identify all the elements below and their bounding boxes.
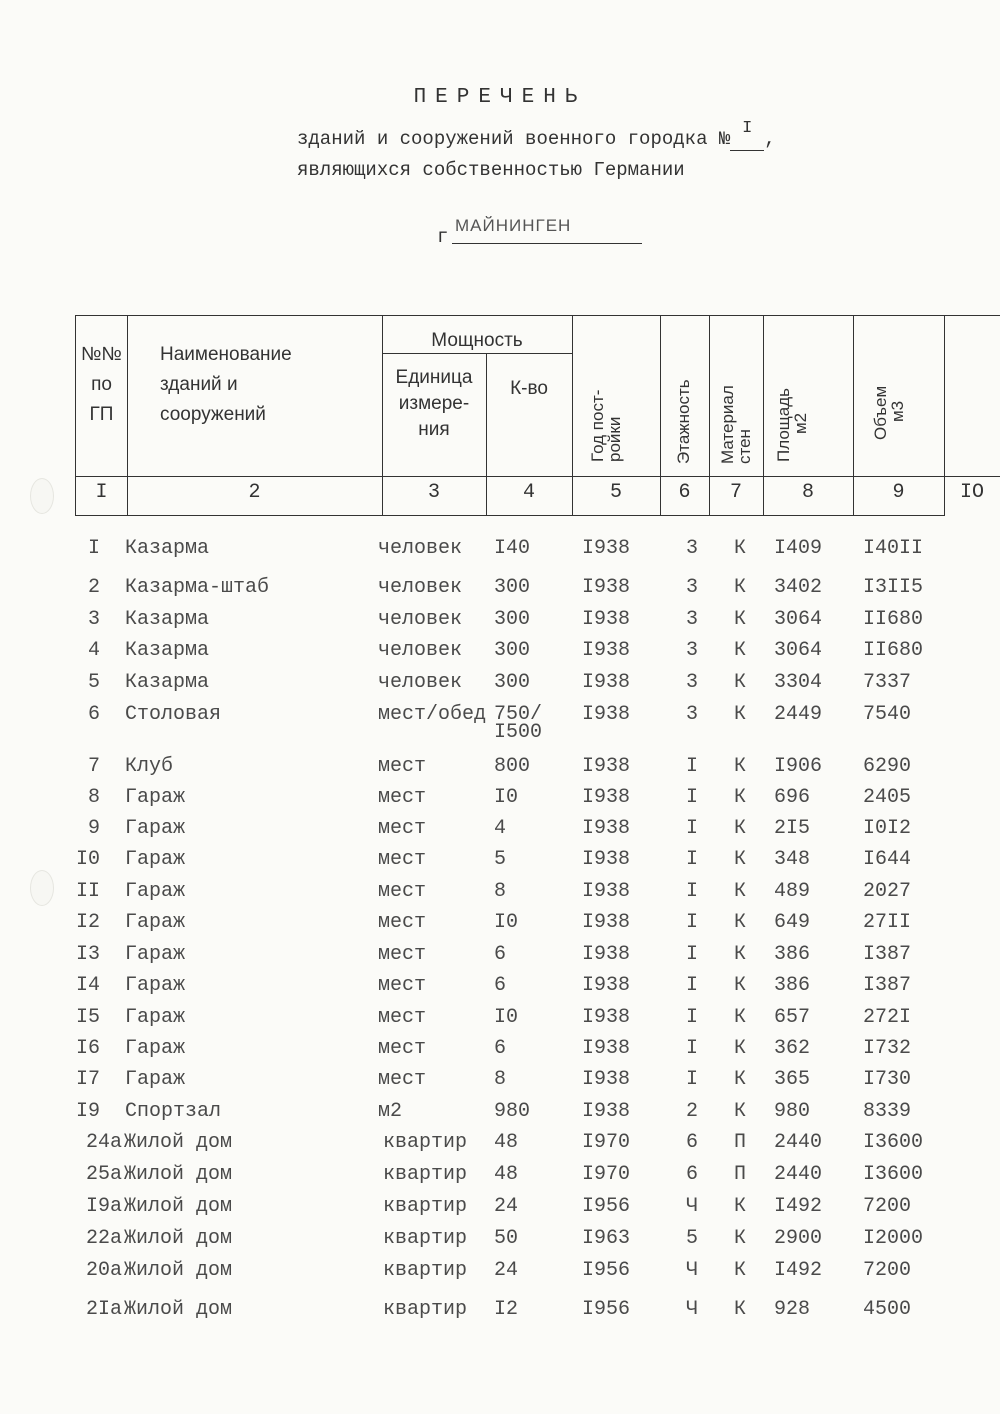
cell-area: 696 [774, 786, 811, 809]
table-row [0, 639, 1000, 669]
cell-material: К [734, 1006, 747, 1029]
cell-area: I492 [774, 1259, 823, 1282]
subtitle-comma: , [764, 128, 776, 150]
cell-name: Гараж [125, 817, 186, 840]
cell-year: I938 [582, 703, 631, 726]
cell-volume: 7200 [863, 1195, 912, 1218]
cell-name: Гараж [125, 1037, 186, 1060]
table-row [0, 1227, 1000, 1257]
cell-unit: квартир [383, 1227, 468, 1250]
cell-no: I6 [75, 1037, 100, 1060]
cell-year: I938 [582, 537, 631, 560]
cell-year: I938 [582, 848, 631, 871]
column-number: 4 [522, 481, 535, 504]
table-row [0, 703, 1000, 744]
cell-floors: 3 [686, 703, 699, 726]
cell-name: Столовая [125, 703, 222, 726]
cell-no: I9а [85, 1195, 122, 1218]
cell-area: 2I5 [774, 817, 811, 840]
cell-material: К [734, 911, 747, 934]
city-prefix: г [437, 226, 449, 248]
cell-area: 2900 [774, 1227, 823, 1250]
column-number: 3 [427, 481, 440, 504]
cell-name: Жилой дом [124, 1298, 233, 1321]
cell-volume: I387 [863, 974, 912, 997]
cell-area: 2440 [774, 1131, 823, 1154]
cell-unit: мест [378, 880, 427, 903]
cell-qty: 300 [494, 576, 531, 599]
cell-volume: I40II [863, 537, 924, 560]
cell-name: Жилой дом [124, 1259, 233, 1282]
cell-no: I2 [75, 911, 100, 934]
cell-name: Жилой дом [124, 1163, 233, 1186]
cell-floors: Ч [686, 1259, 699, 1282]
cell-volume: I387 [863, 943, 912, 966]
cell-qty: 300 [494, 671, 531, 694]
cell-floors: 6 [686, 1163, 699, 1186]
cell-floors: 5 [686, 1227, 699, 1250]
cell-floors: I [686, 1037, 699, 1060]
cell-name: Гараж [125, 880, 186, 903]
cell-floors: Ч [686, 1195, 699, 1218]
cell-floors: I [686, 943, 699, 966]
cell-material: К [734, 1195, 747, 1218]
cell-floors: 6 [686, 1131, 699, 1154]
cell-floors: 3 [686, 537, 699, 560]
cell-no: I9 [75, 1100, 100, 1123]
cell-area: I492 [774, 1195, 823, 1218]
cell-unit: мест [378, 1037, 427, 1060]
cell-area: 3402 [774, 576, 823, 599]
cell-year: I938 [582, 639, 631, 662]
cell-floors: I [686, 817, 699, 840]
cell-no: II [75, 880, 100, 903]
cell-qty: 24 [494, 1195, 519, 1218]
column-number: 6 [678, 481, 691, 504]
header-material: Материал стен [718, 385, 754, 464]
cell-material: К [734, 671, 747, 694]
cell-unit: квартир [383, 1195, 468, 1218]
header-unit: Единица измере- ния [395, 367, 473, 440]
cell-name: Клуб [125, 755, 174, 778]
cell-area: 2449 [774, 703, 823, 726]
cell-floors: I [686, 1068, 699, 1091]
header-quantity: К-во [510, 378, 548, 399]
cell-area: 386 [774, 943, 811, 966]
cell-material: К [734, 817, 747, 840]
table-row [0, 755, 1000, 785]
cell-volume: 27II [863, 911, 912, 934]
cell-year: I938 [582, 1037, 631, 1060]
cell-volume: 7200 [863, 1259, 912, 1282]
cell-material: К [734, 848, 747, 871]
subtitle-number-sign: № [718, 128, 731, 150]
table-row [0, 576, 1000, 606]
cell-volume: I644 [863, 848, 912, 871]
cell-volume: 2027 [863, 880, 912, 903]
cell-qty: 6 [494, 943, 507, 966]
cell-no: I3 [75, 943, 100, 966]
cell-material: К [734, 974, 747, 997]
garrison-number: I [742, 119, 753, 138]
cell-area: 2440 [774, 1163, 823, 1186]
cell-qty: 300 [494, 608, 531, 631]
cell-name: Гараж [125, 1068, 186, 1091]
cell-unit: мест [378, 911, 427, 934]
cell-unit: мест [378, 755, 427, 778]
cell-unit: мест [378, 974, 427, 997]
table-row [0, 1259, 1000, 1289]
cell-qty: 24 [494, 1259, 519, 1282]
cell-area: 386 [774, 974, 811, 997]
cell-unit: мест [378, 943, 427, 966]
cell-unit: квартир [383, 1131, 468, 1154]
cell-no: 24а [85, 1131, 122, 1154]
table-row [0, 608, 1000, 638]
cell-floors: I [686, 755, 699, 778]
cell-unit: человек [378, 608, 463, 631]
cell-name: Гараж [125, 1006, 186, 1029]
cell-no: 4 [87, 639, 100, 662]
cell-material: К [734, 1227, 747, 1250]
cell-unit: мест [378, 1006, 427, 1029]
cell-year: I963 [582, 1227, 631, 1250]
cell-year: I938 [582, 608, 631, 631]
table-row [0, 943, 1000, 973]
cell-unit: мест [378, 848, 427, 871]
cell-name: Жилой дом [124, 1227, 233, 1250]
cell-no: 8 [87, 786, 100, 809]
cell-floors: 3 [686, 671, 699, 694]
cell-year: I970 [582, 1163, 631, 1186]
cell-volume: 4500 [863, 1298, 912, 1321]
cell-year: I970 [582, 1131, 631, 1154]
cell-year: I938 [582, 786, 631, 809]
document-subtitle-line2: являющихся собственностью Германии [297, 159, 685, 181]
cell-material: К [734, 1259, 747, 1282]
cell-area: 928 [774, 1298, 811, 1321]
column-number: IO [959, 481, 984, 504]
cell-name: Казарма [125, 639, 210, 662]
cell-volume: I3600 [863, 1163, 924, 1186]
cell-year: I956 [582, 1298, 631, 1321]
cell-floors: Ч [686, 1298, 699, 1321]
cell-volume: II680 [863, 639, 924, 662]
cell-floors: I [686, 974, 699, 997]
table-row [0, 974, 1000, 1004]
table-row [0, 1195, 1000, 1225]
cell-no: 6 [87, 703, 100, 726]
cell-floors: I [686, 1006, 699, 1029]
cell-name: Казарма-штаб [125, 576, 270, 599]
cell-area: 365 [774, 1068, 811, 1091]
cell-no: 2 [87, 576, 100, 599]
cell-material: К [734, 608, 747, 631]
column-number: 5 [609, 481, 622, 504]
cell-unit: м2 [378, 1100, 403, 1123]
cell-floors: 2 [686, 1100, 699, 1123]
cell-no: 20а [85, 1259, 122, 1282]
cell-unit: мест [378, 817, 427, 840]
cell-no: 9 [87, 817, 100, 840]
cell-qty: 6 [494, 974, 507, 997]
cell-material: К [734, 1298, 747, 1321]
cell-floors: I [686, 880, 699, 903]
cell-no: 2Iа [85, 1298, 122, 1321]
cell-floors: 3 [686, 608, 699, 631]
cell-floors: I [686, 911, 699, 934]
cell-name: Гараж [125, 848, 186, 871]
city-underline [452, 243, 642, 244]
cell-qty: I0 [494, 911, 519, 934]
cell-material: К [734, 703, 747, 726]
table-row [0, 880, 1000, 910]
cell-unit: квартир [383, 1163, 468, 1186]
garrison-number-field [730, 119, 764, 151]
column-number: 7 [729, 481, 742, 504]
cell-no: I7 [75, 1068, 100, 1091]
cell-volume: I3II5 [863, 576, 924, 599]
cell-volume: 8339 [863, 1100, 912, 1123]
cell-qty: 8 [494, 880, 507, 903]
city-name: МАЙНИНГЕН [455, 216, 572, 235]
cell-material: К [734, 880, 747, 903]
cell-volume: I732 [863, 1037, 912, 1060]
cell-volume: I730 [863, 1068, 912, 1091]
cell-area: 649 [774, 911, 811, 934]
column-number: I [95, 481, 108, 504]
column-number: 8 [801, 481, 814, 504]
cell-material: К [734, 639, 747, 662]
cell-qty: 6 [494, 1037, 507, 1060]
cell-year: I956 [582, 1259, 631, 1282]
cell-year: I938 [582, 1068, 631, 1091]
subtitle-text: зданий и сооружений военного городка [297, 128, 719, 150]
cell-qty: 800 [494, 755, 531, 778]
cell-material: К [734, 1100, 747, 1123]
punch-hole-top [30, 478, 54, 514]
cell-no: I5 [75, 1006, 100, 1029]
cell-name: Гараж [125, 974, 186, 997]
cell-material: К [734, 1037, 747, 1060]
cell-no: I [87, 537, 100, 560]
cell-unit: человек [378, 671, 463, 694]
cell-no: 7 [87, 755, 100, 778]
cell-no: 22а [85, 1227, 122, 1250]
cell-qty: 980 [494, 1100, 531, 1123]
table-row [0, 1068, 1000, 1098]
cell-name: Казарма [125, 608, 210, 631]
cell-floors: 3 [686, 639, 699, 662]
document-subtitle-line1 [297, 119, 776, 151]
table-row [0, 817, 1000, 847]
table-row [0, 848, 1000, 878]
cell-area: 657 [774, 1006, 811, 1029]
cell-year: I938 [582, 576, 631, 599]
cell-volume: 7540 [863, 703, 912, 726]
cell-name: Гараж [125, 943, 186, 966]
cell-qty: 50 [494, 1227, 519, 1250]
cell-no: 5 [87, 671, 100, 694]
cell-floors: 3 [686, 576, 699, 599]
column-number: 2 [248, 481, 261, 504]
cell-qty: 4 [494, 817, 507, 840]
cell-qty: 750/ [494, 703, 543, 726]
cell-material: К [734, 576, 747, 599]
cell-qty: 48 [494, 1163, 519, 1186]
cell-area: 980 [774, 1100, 811, 1123]
cell-unit: квартир [383, 1259, 468, 1282]
cell-material: К [734, 1068, 747, 1091]
cell-floors: I [686, 848, 699, 871]
cell-volume: 7337 [863, 671, 912, 694]
cell-material: К [734, 537, 747, 560]
cell-name: Казарма [125, 537, 210, 560]
cell-qty: 5 [494, 848, 507, 871]
cell-volume: I2000 [863, 1227, 924, 1250]
cell-volume: 272I [863, 1006, 912, 1029]
cell-name: Казарма [125, 671, 210, 694]
header-name: Наименование зданий и сооружений [160, 344, 292, 425]
cell-area: 489 [774, 880, 811, 903]
cell-volume: 2405 [863, 786, 912, 809]
cell-volume: I3600 [863, 1131, 924, 1154]
table-row [0, 1131, 1000, 1161]
cell-qty: I40 [494, 537, 531, 560]
cell-volume: 6290 [863, 755, 912, 778]
header-year: Год пост- ройки [588, 389, 624, 462]
cell-year: I938 [582, 974, 631, 997]
cell-area: 3064 [774, 608, 823, 631]
cell-year: I938 [582, 817, 631, 840]
cell-area: 3304 [774, 671, 823, 694]
cell-unit: мест/обед [378, 703, 487, 726]
cell-area: I906 [774, 755, 823, 778]
cell-floors: I [686, 786, 699, 809]
cell-qty: I0 [494, 786, 519, 809]
cell-year: I938 [582, 671, 631, 694]
cell-qty: 300 [494, 639, 531, 662]
cell-volume: II680 [863, 608, 924, 631]
table-row [0, 1037, 1000, 1067]
header-power: Мощность [431, 330, 523, 351]
cell-no: I4 [75, 974, 100, 997]
cell-year: I938 [582, 1006, 631, 1029]
cell-year: I938 [582, 755, 631, 778]
table-row [0, 1006, 1000, 1036]
cell-name: Гараж [125, 911, 186, 934]
cell-qty: 48 [494, 1131, 519, 1154]
cell-area: I409 [774, 537, 823, 560]
cell-name: Жилой дом [124, 1131, 233, 1154]
cell-qty: I0 [494, 1006, 519, 1029]
cell-year: I938 [582, 880, 631, 903]
cell-volume: I0I2 [863, 817, 912, 840]
cell-year: I938 [582, 1100, 631, 1123]
header-floors: Этажность [674, 379, 693, 464]
header-area: Площадь м2 [774, 387, 810, 462]
cell-material: К [734, 943, 747, 966]
cell-area: 3064 [774, 639, 823, 662]
cell-material: П [734, 1131, 747, 1154]
cell-no: 3 [87, 608, 100, 631]
table-row [0, 671, 1000, 701]
table-row [0, 911, 1000, 941]
cell-qty: I2 [494, 1298, 519, 1321]
cell-unit: человек [378, 537, 463, 560]
table-row [0, 1163, 1000, 1193]
cell-qty-second-line: I500 [494, 721, 543, 744]
header-number: №№ по ГП [81, 344, 122, 425]
cell-no: 25а [85, 1163, 122, 1186]
cell-name: Жилой дом [124, 1195, 233, 1218]
cell-unit: мест [378, 786, 427, 809]
cell-material: П [734, 1163, 747, 1186]
cell-unit: человек [378, 576, 463, 599]
cell-unit: человек [378, 639, 463, 662]
cell-year: I938 [582, 943, 631, 966]
cell-qty: 8 [494, 1068, 507, 1091]
cell-material: К [734, 786, 747, 809]
cell-no: I0 [75, 848, 100, 871]
table-row [0, 786, 1000, 816]
cell-year: I938 [582, 911, 631, 934]
document-title: ПЕРЕЧЕНЬ [413, 86, 587, 109]
cell-area: 348 [774, 848, 811, 871]
cell-year: I956 [582, 1195, 631, 1218]
column-number: 9 [892, 481, 905, 504]
table-row [0, 537, 1000, 567]
header-volume: Объем м3 [871, 385, 907, 440]
cell-name: Спортзал [125, 1100, 222, 1123]
cell-unit: мест [378, 1068, 427, 1091]
cell-name: Гараж [125, 786, 186, 809]
table-row [0, 1298, 1000, 1328]
cell-unit: квартир [383, 1298, 468, 1321]
table-row [0, 1100, 1000, 1130]
cell-material: К [734, 755, 747, 778]
cell-area: 362 [774, 1037, 811, 1060]
